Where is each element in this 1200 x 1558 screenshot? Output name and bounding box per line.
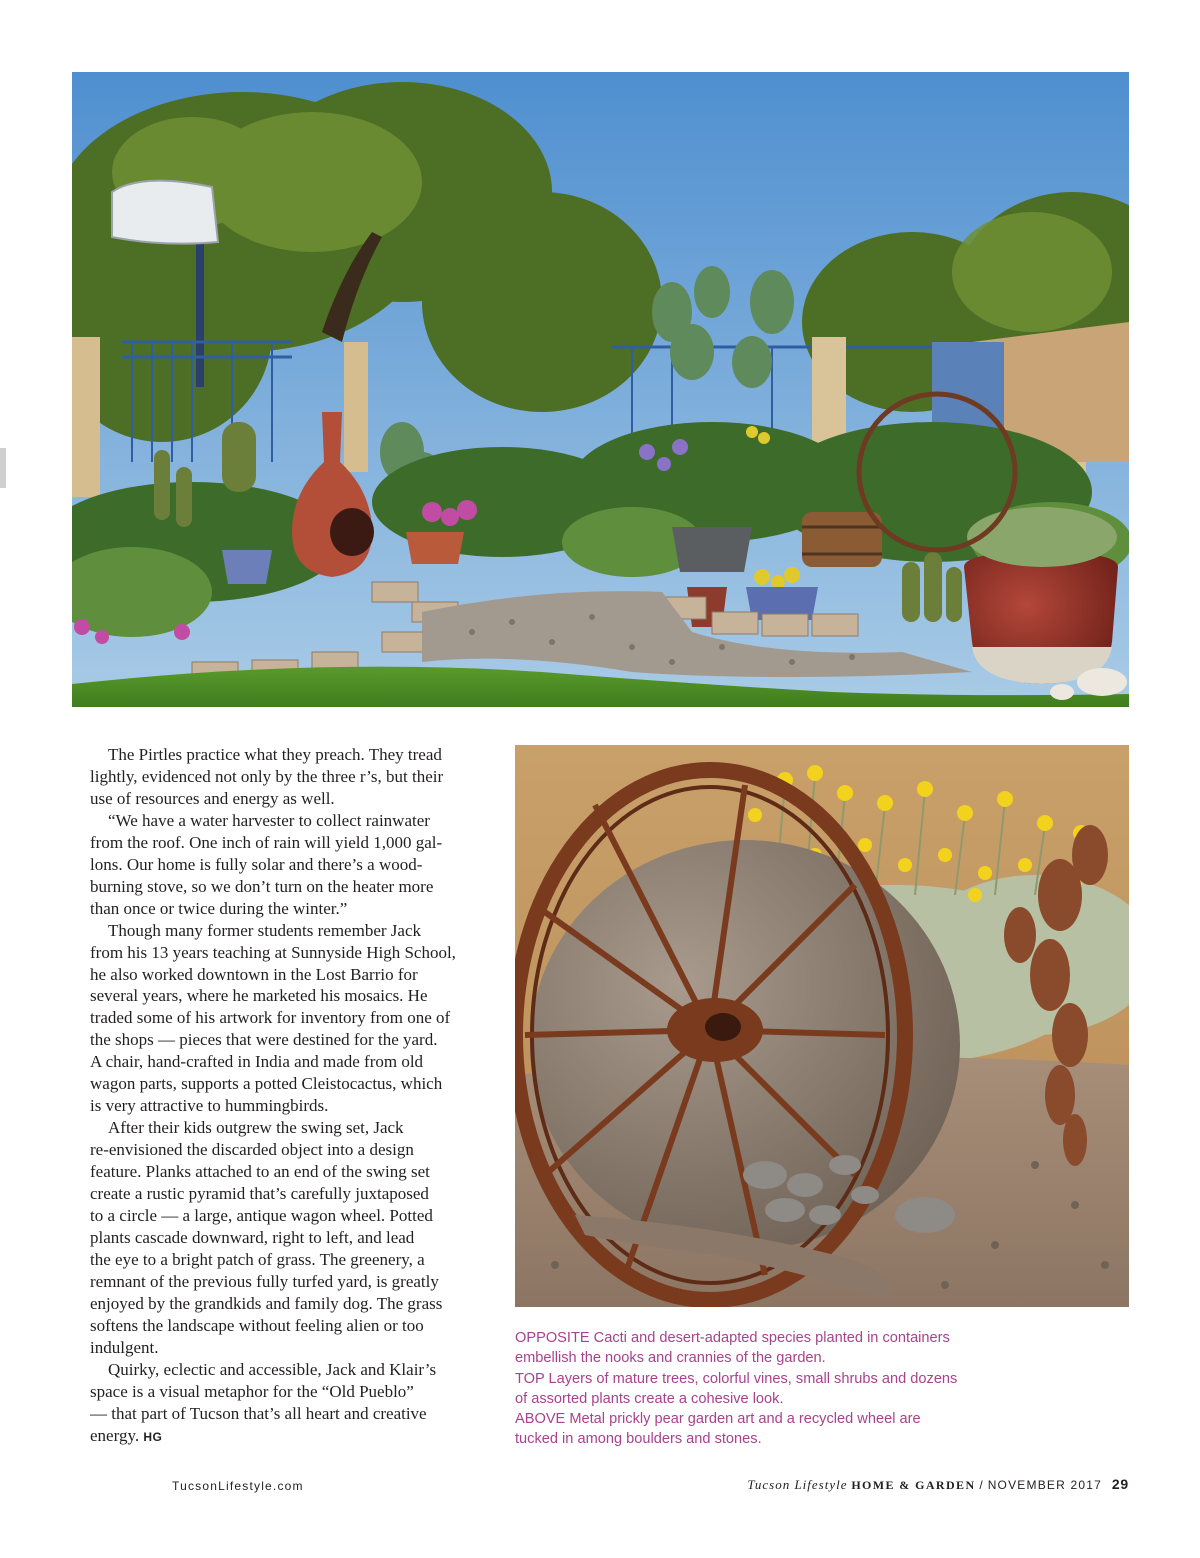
caption-line: tucked in among boulders and stones. [515,1431,762,1448]
text-line: feature. Planks attached to an end of the swing set [90,1162,430,1182]
article-paragraph-1 [72,744,477,810]
text-line: indulgent. [90,1337,159,1357]
text-line: — that part of Tucson that’s all heart and creative [90,1403,427,1423]
text-line: traded some of his artwork for inventory from one of [90,1008,451,1028]
article-paragraph-3 [72,920,477,1118]
caption-line: of assorted plants create a cohesive look. [515,1390,784,1407]
text-line: create a rustic pyramid that’s carefully juxtaposed [90,1184,429,1204]
article-paragraph-2 [72,810,477,920]
caption-line: ABOVE Metal prickly pear garden art and a recycled wheel are [515,1411,921,1428]
section-name: HOME & GARDEN [851,1478,976,1492]
text-line: lightly, evidenced not only by the three r’s, but their [90,766,444,786]
text-line: from the roof. One inch of rain will yield 1,000 gal- [90,832,443,852]
caption-line: OPPOSITE Cacti and desert-adapted species planted in containers [515,1330,950,1346]
text-line: use of resources and energy as well. [90,788,335,808]
footer-website[interactable]: TucsonLifestyle.com [172,1479,304,1493]
magazine-name: Tucson Lifestyle [747,1477,848,1492]
text-line: enjoyed by the grandkids and family dog. The grass [90,1293,443,1313]
text-line: Quirky, eclectic and accessible, Jack and Klair’s [108,1359,437,1379]
photo-caption [515,1328,1129,1450]
text-line: he also worked downtown in the Lost Barrio for [90,964,418,984]
text-line: A chair, hand-crafted in India and made from old [90,1052,424,1072]
text-line: “We have a water harvester to collect rainwater [108,810,430,830]
text-line: lons. Our home is fully solar and there’s a wood- [90,854,423,874]
text-line: than once or twice during the winter.” [90,898,348,918]
text-line: softens the landscape without feeling alien or too [90,1315,424,1335]
text-line: from his 13 years teaching at Sunnyside High School, [90,942,456,962]
article-paragraph-5 [72,1359,477,1449]
text-line: The Pirtles practice what they preach. They tread [108,745,442,764]
text-line: space is a visual metaphor for the “Old Pueblo” [90,1381,414,1401]
text-line: is very attractive to hummingbirds. [90,1096,329,1116]
text-line: remnant of the previous fully turfed yard, is greatly [90,1271,439,1291]
text-line: Though many former students remember Jack [108,920,421,940]
page-edge-mark [0,448,6,488]
text-line: plants cascade downward, right to left, and lead [90,1227,415,1247]
text-line: several years, where he marketed his mosaics. He [90,986,428,1006]
text-line: After their kids outgrew the swing set, Jack [108,1118,404,1138]
caption-line: TOP Layers of mature trees, colorful vines, small shrubs and dozens [515,1370,958,1387]
text-line: the shops — pieces that were destined for the yard. [90,1030,438,1050]
text-line-end: energy. [90,1425,140,1445]
issue-date: NOVEMBER 2017 [987,1478,1102,1492]
text-line: re-envisioned the discarded object into a design [90,1140,414,1160]
caption-line: embellish the nooks and crannies of the garden. [515,1350,826,1367]
footer-separator: / [979,1478,984,1492]
page-number: 29 [1111,1476,1129,1492]
text-line: wagon parts, supports a potted Cleistocactus, which [90,1074,443,1094]
article-paragraph-4 [72,1117,477,1358]
top-garden-photo [72,72,1129,707]
text-line: the eye to a bright patch of grass. The greenery, a [90,1249,425,1269]
text-line: to a circle — a large, antique wagon wheel. Potted [90,1206,433,1226]
article-body [72,744,477,1449]
page-footer [747,1476,1129,1493]
end-mark: HG [143,1429,163,1444]
text-line [72,1425,477,1449]
wagon-wheel-photo [515,745,1129,1307]
text-line: burning stove, so we don’t turn on the heater more [90,876,434,896]
